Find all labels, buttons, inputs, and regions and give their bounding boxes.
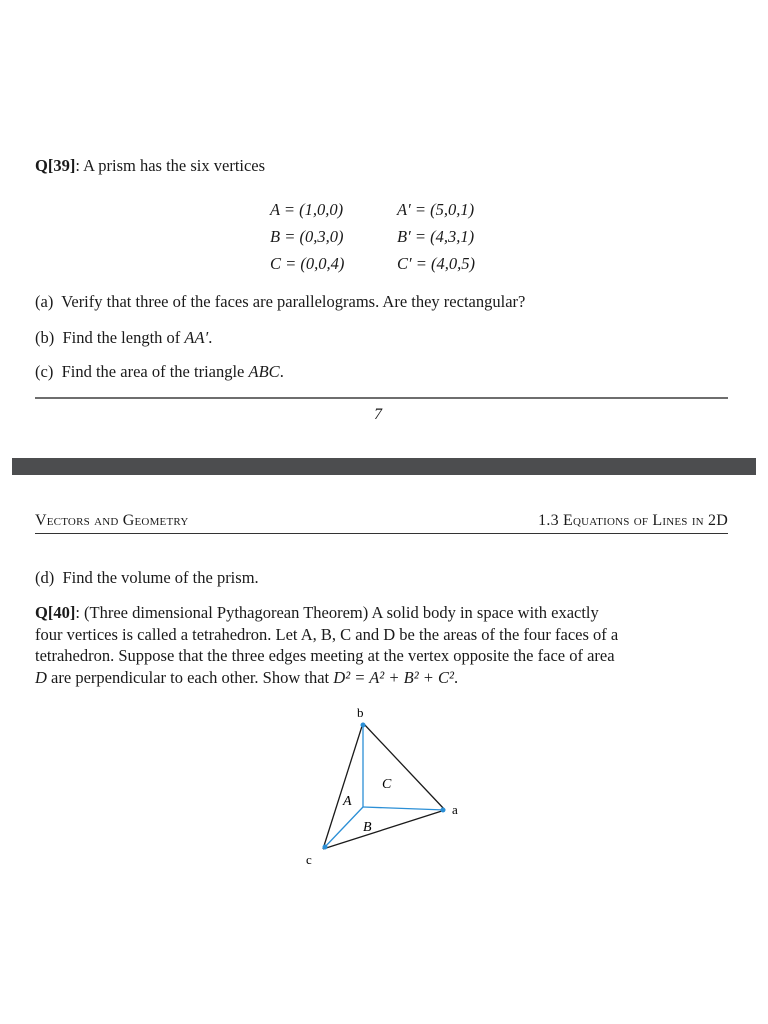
question-text: . <box>454 667 459 687</box>
question-math: D <box>35 667 47 687</box>
face-label-c: C <box>382 777 392 792</box>
part-label: (a) <box>35 292 54 311</box>
page-number: 7 <box>374 406 382 423</box>
footer-rule <box>35 397 728 399</box>
part-label: (c) <box>35 362 54 381</box>
vertex-label-a: a <box>452 802 458 817</box>
question-text: are perpendicular to each other. Show that <box>46 667 334 687</box>
part-label: (d) <box>35 568 55 587</box>
question-40-line-3: tetrahedron. Suppose that the three edges meeting at the vertex opposite the face of area <box>35 646 615 665</box>
part-d <box>35 568 259 588</box>
vertex-c-dot <box>323 845 328 850</box>
part-b <box>35 328 212 348</box>
vertex-b-prime: B′ = (4,3,1) <box>397 227 475 246</box>
question-40-line-2: four vertices is called a tetrahedron. Let A, B, C and D be the areas of the four faces of a <box>35 624 619 644</box>
question-40-line-4 <box>35 667 735 689</box>
page-7 <box>0 0 768 458</box>
edge-origin-a <box>363 807 445 810</box>
part-text: Find the area of the triangle <box>61 362 249 381</box>
part-math: AA′ <box>184 328 209 347</box>
question-text: : (Three dimensional Pythagorean Theorem) A solid body in space with exactly <box>75 603 599 622</box>
edge-ba <box>363 723 445 810</box>
question-label: Q[39] <box>35 156 76 175</box>
pythagorean-equation: D² = A² + B² + C² <box>333 667 455 687</box>
part-label: (b) <box>35 328 55 347</box>
vertex-c: C = (0,0,4) <box>270 254 345 273</box>
part-a <box>35 292 525 312</box>
vertex-a-dot <box>441 808 446 813</box>
question-text: : A prism has the six vertices <box>75 156 266 175</box>
part-text: Find the length of <box>62 328 185 347</box>
vertex-a-prime: A′ = (5,0,1) <box>397 200 475 219</box>
part-text: . <box>208 328 213 347</box>
vertex-b: B = (0,3,0) <box>270 227 344 246</box>
vertex-label-c: c <box>306 852 312 867</box>
question-40 <box>35 602 735 688</box>
part-math: ABC <box>248 362 280 381</box>
vertex-a: A = (1,0,0) <box>270 200 344 219</box>
vertex-b-dot <box>361 723 366 728</box>
question-39-intro <box>35 156 265 176</box>
edge-bc <box>323 723 363 849</box>
face-label-a: A <box>343 794 352 809</box>
header-rule <box>35 533 728 534</box>
vertex-c-prime: C′ = (4,0,5) <box>397 254 475 273</box>
vertex-label-b: b <box>357 705 364 720</box>
part-text: Verify that three of the faces are parallelograms. Are they rectangular? <box>61 292 526 311</box>
part-c <box>35 362 284 382</box>
question-40-line-1 <box>35 602 735 624</box>
running-header-left: Vectors and Geometry <box>35 512 189 529</box>
part-text: Find the volume of the prism. <box>62 568 259 587</box>
face-label-b: B <box>363 820 372 835</box>
page-separator <box>12 458 756 475</box>
running-header-right: 1.3 Equations of Lines in 2D <box>538 512 728 529</box>
part-text: . <box>279 362 284 381</box>
tetrahedron-figure <box>290 696 490 876</box>
question-label: Q[40] <box>35 603 76 622</box>
